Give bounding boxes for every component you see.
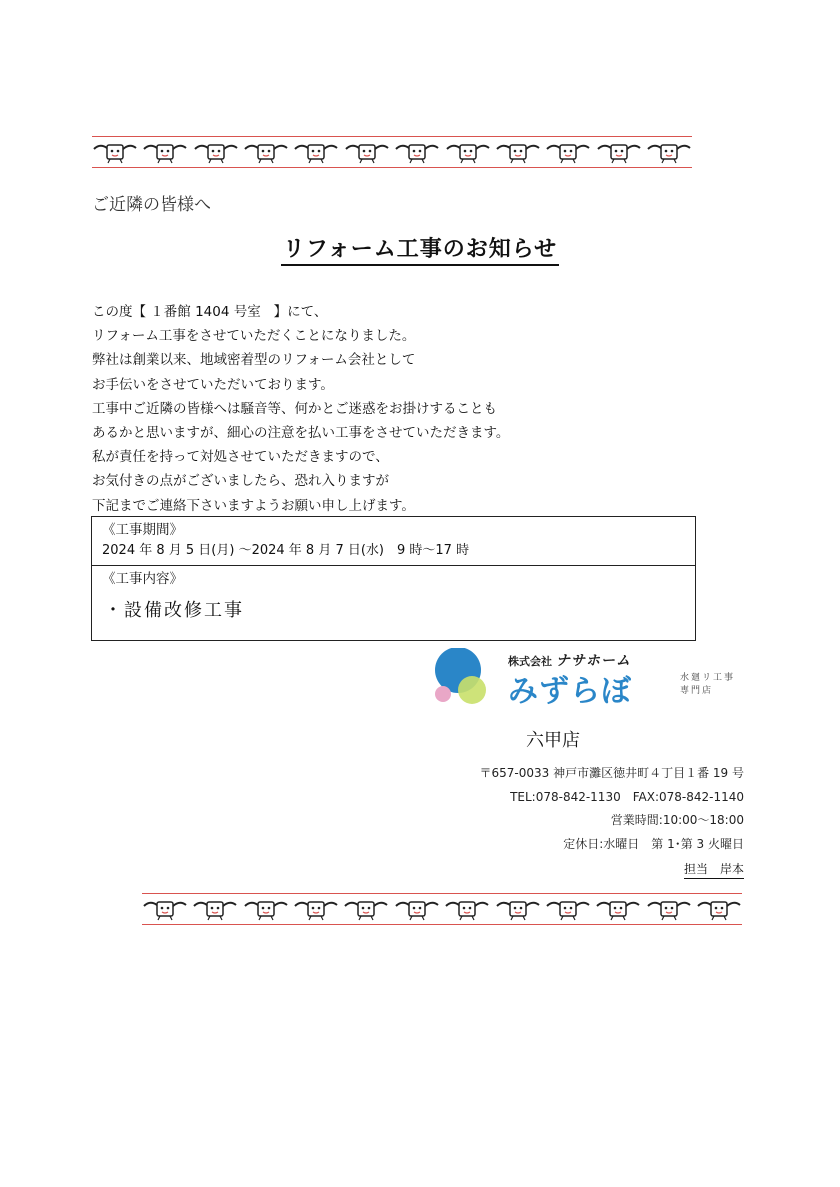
mascot-row xyxy=(142,897,742,921)
mascot-robot-icon xyxy=(142,140,188,164)
body-line: 私が責任を持って対処させていただきますので、 xyxy=(92,449,389,466)
work-value: ・設備改修工事 xyxy=(104,600,244,621)
branch-phone-fax: TEL:078-842-1130 FAX:078-842-1140 xyxy=(510,789,744,804)
body-line: お手伝いをさせていただいております。 xyxy=(92,376,334,393)
bottom-decorative-border xyxy=(142,893,742,925)
mascot-robot-icon xyxy=(142,897,188,921)
border-rule xyxy=(92,167,692,168)
mascot-robot-icon xyxy=(243,897,289,921)
body-line: あるかと思いますが、細心の注意を払い工事をさせていただきます。 xyxy=(92,425,510,442)
company-name: ナサホーム xyxy=(555,653,631,669)
staff-in-charge: 担当 岸本 xyxy=(684,860,744,879)
branch-address: 〒657-0033 神戸市灘区徳井町４丁目１番 19 号 xyxy=(479,766,744,780)
body-line: リフォーム工事をさせていただくことになりました。 xyxy=(92,328,416,345)
border-rule xyxy=(142,924,742,925)
mascot-robot-icon xyxy=(243,140,289,164)
mascot-robot-icon xyxy=(445,140,491,164)
mascot-robot-icon xyxy=(394,897,440,921)
mascot-robot-icon xyxy=(293,897,339,921)
body-line: 弊社は創業以来、地域密着型のリフォーム会社として xyxy=(92,352,416,369)
logo-circle-pink xyxy=(435,686,451,702)
work-info-box xyxy=(91,516,696,641)
body-line: お気付きの点がございましたら、恐れ入りますが xyxy=(92,473,389,490)
company-logo xyxy=(428,648,758,708)
branch-name: 六甲店 xyxy=(526,730,580,751)
mascot-row xyxy=(92,140,692,164)
work-label: 《工事内容》 xyxy=(102,571,183,587)
logo-circle-lime xyxy=(458,676,486,704)
mascot-robot-icon xyxy=(293,140,339,164)
top-decorative-border xyxy=(92,136,692,168)
schedule-label: 《工事期間》 xyxy=(102,522,183,538)
mascot-robot-icon xyxy=(545,897,591,921)
mascot-robot-icon xyxy=(595,897,641,921)
branch-contact xyxy=(480,762,745,856)
greeting: ご近隣の皆様へ xyxy=(92,195,211,215)
branch-holidays: 定休日:水曜日 第 1･第 3 火曜日 xyxy=(563,836,744,851)
mascot-robot-icon xyxy=(444,897,490,921)
mascot-robot-icon xyxy=(192,897,238,921)
intro-prefix: この度【 xyxy=(92,304,146,320)
unit-reference: １番館 1404 号室 xyxy=(150,304,261,320)
mascot-robot-icon xyxy=(646,897,692,921)
logo-circles-icon xyxy=(428,648,504,708)
mascot-robot-icon xyxy=(394,140,440,164)
border-rule xyxy=(142,893,742,894)
notice-body xyxy=(92,300,509,518)
company-prefix: 株式会社 xyxy=(508,655,552,668)
mascot-robot-icon xyxy=(696,897,742,921)
body-line: 下記までご連絡下さいますようお願い申し上げます。 xyxy=(92,497,415,514)
border-rule xyxy=(92,136,692,137)
mascot-robot-icon xyxy=(495,140,541,164)
mascot-robot-icon xyxy=(596,140,642,164)
mascot-robot-icon xyxy=(545,140,591,164)
branch-hours: 営業時間:10:00～18:00 xyxy=(610,813,744,827)
notice-title-text: リフォーム工事のお知らせ xyxy=(281,237,559,266)
intro-suffix: 】にて、 xyxy=(273,304,328,320)
notice-title xyxy=(0,232,840,263)
schedule-section xyxy=(92,517,695,565)
brand-tagline: 水廻リ工事専門店 xyxy=(680,673,736,696)
mascot-robot-icon xyxy=(92,140,138,164)
mascot-robot-icon xyxy=(193,140,239,164)
mascot-robot-icon xyxy=(495,897,541,921)
intro-line xyxy=(92,300,509,324)
schedule-value: 2024 年 8 月 5 日(月) ～2024 年 8 月 7 日(水) 9 時～17 時 xyxy=(102,543,470,558)
body-line: 工事中ご近隣の皆様へは騒音等、何かとご迷惑をお掛けすることも xyxy=(92,400,497,417)
mascot-robot-icon xyxy=(646,140,692,164)
mascot-robot-icon xyxy=(343,897,389,921)
mascot-robot-icon xyxy=(344,140,390,164)
brand-name: みずらぼ xyxy=(508,674,632,709)
work-section xyxy=(92,565,695,640)
